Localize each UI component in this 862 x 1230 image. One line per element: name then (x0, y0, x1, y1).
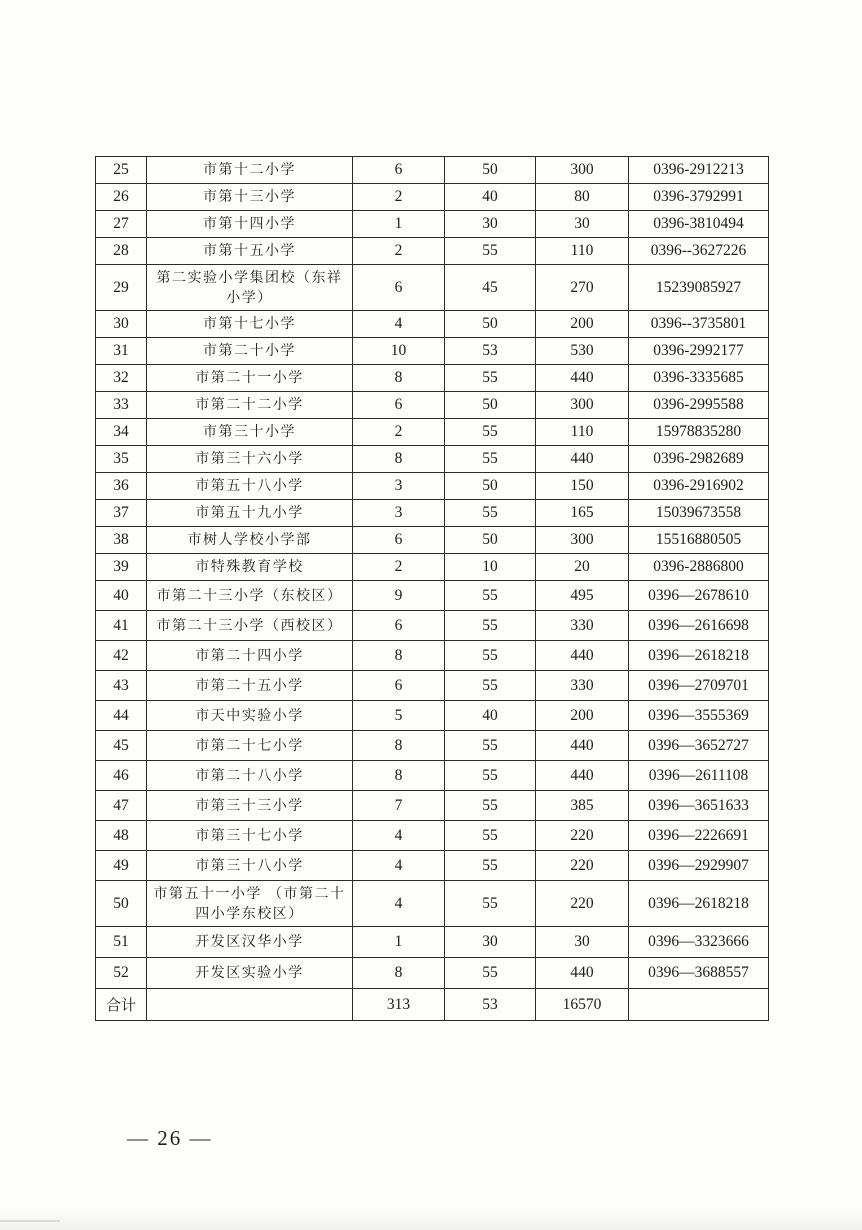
row-number: 30 (96, 311, 147, 338)
row-number: 47 (96, 791, 147, 821)
table-row (96, 701, 769, 731)
enrollment-total: 220 (536, 881, 629, 927)
contact-phone: 0396--3735801 (629, 311, 769, 338)
contact-phone: 15516880505 (629, 527, 769, 554)
class-count: 6 (353, 611, 445, 641)
table-row (96, 419, 769, 446)
table-row (96, 927, 769, 958)
contact-phone: 0396—2618218 (629, 641, 769, 671)
enrollment-total: 200 (536, 311, 629, 338)
scan-mark (0, 1220, 60, 1222)
enrollment-total: 220 (536, 851, 629, 881)
class-size: 30 (445, 927, 536, 958)
class-count: 5 (353, 701, 445, 731)
class-count: 4 (353, 311, 445, 338)
class-count: 6 (353, 392, 445, 419)
table-row (96, 311, 769, 338)
school-name: 市第二十三小学（西校区） (147, 611, 353, 641)
contact-phone: 0396—2709701 (629, 671, 769, 701)
table-row (96, 211, 769, 238)
school-name: 市第十三小学 (147, 184, 353, 211)
school-name: 市第二十一小学 (147, 365, 353, 392)
school-name: 市第十四小学 (147, 211, 353, 238)
school-name: 市第三十三小学 (147, 791, 353, 821)
enrollment-total: 30 (536, 211, 629, 238)
contact-phone: 0396—3652727 (629, 731, 769, 761)
table-row (96, 881, 769, 927)
class-count: 9 (353, 581, 445, 611)
class-size: 55 (445, 791, 536, 821)
class-size: 55 (445, 641, 536, 671)
table-row (96, 500, 769, 527)
class-size: 50 (445, 527, 536, 554)
contact-phone: 0396-2916902 (629, 473, 769, 500)
class-size: 55 (445, 958, 536, 989)
row-number: 43 (96, 671, 147, 701)
school-name: 市第二十五小学 (147, 671, 353, 701)
row-number: 26 (96, 184, 147, 211)
enrollment-total: 300 (536, 157, 629, 184)
school-name: 开发区实验小学 (147, 958, 353, 989)
row-number: 36 (96, 473, 147, 500)
summary-name (147, 989, 353, 1021)
table-row (96, 761, 769, 791)
row-number: 52 (96, 958, 147, 989)
contact-phone: 0396—2616698 (629, 611, 769, 641)
enrollment-total: 330 (536, 671, 629, 701)
contact-phone: 0396-2886800 (629, 554, 769, 581)
class-size: 50 (445, 311, 536, 338)
row-number: 46 (96, 761, 147, 791)
row-number: 48 (96, 821, 147, 851)
contact-phone: 0396-2912213 (629, 157, 769, 184)
class-count: 4 (353, 881, 445, 927)
class-count: 1 (353, 927, 445, 958)
row-number: 35 (96, 446, 147, 473)
page-bottom-edge (0, 1206, 862, 1230)
row-number: 33 (96, 392, 147, 419)
enrollment-total: 220 (536, 821, 629, 851)
class-size: 40 (445, 701, 536, 731)
row-number: 32 (96, 365, 147, 392)
class-size: 50 (445, 473, 536, 500)
class-count: 10 (353, 338, 445, 365)
school-name: 市第十二小学 (147, 157, 353, 184)
class-count: 6 (353, 671, 445, 701)
summary-phone (629, 989, 769, 1021)
table-row (96, 791, 769, 821)
enrollment-total: 330 (536, 611, 629, 641)
class-count: 2 (353, 419, 445, 446)
table-row (96, 611, 769, 641)
row-number: 41 (96, 611, 147, 641)
enrollment-total: 200 (536, 701, 629, 731)
contact-phone: 0396—3651633 (629, 791, 769, 821)
school-name: 市第二十四小学 (147, 641, 353, 671)
school-name: 市第五十九小学 (147, 500, 353, 527)
school-name: 市特殊教育学校 (147, 554, 353, 581)
summary-label: 合计 (96, 989, 147, 1021)
class-count: 8 (353, 731, 445, 761)
row-number: 37 (96, 500, 147, 527)
class-count: 8 (353, 365, 445, 392)
summary-total: 16570 (536, 989, 629, 1021)
school-name: 开发区汉华小学 (147, 927, 353, 958)
table-row (96, 581, 769, 611)
contact-phone: 0396-2995588 (629, 392, 769, 419)
enrollment-total: 270 (536, 265, 629, 311)
contact-phone: 0396—2678610 (629, 581, 769, 611)
row-number: 25 (96, 157, 147, 184)
enrollment-total: 440 (536, 446, 629, 473)
contact-phone: 0396-3792991 (629, 184, 769, 211)
class-size: 55 (445, 611, 536, 641)
school-name: 第二实验小学集团校（东祥小学） (147, 265, 353, 311)
row-number: 44 (96, 701, 147, 731)
class-size: 50 (445, 157, 536, 184)
class-count: 8 (353, 641, 445, 671)
row-number: 50 (96, 881, 147, 927)
class-size: 55 (445, 500, 536, 527)
contact-phone: 0396-3810494 (629, 211, 769, 238)
table-row (96, 821, 769, 851)
school-name: 市第五十一小学 （市第二十四小学东校区） (147, 881, 353, 927)
row-number: 49 (96, 851, 147, 881)
class-count: 6 (353, 265, 445, 311)
class-count: 2 (353, 238, 445, 265)
class-count: 6 (353, 157, 445, 184)
contact-phone: 0396—2226691 (629, 821, 769, 851)
table-row (96, 527, 769, 554)
table-row (96, 473, 769, 500)
enrollment-total: 300 (536, 392, 629, 419)
row-number: 45 (96, 731, 147, 761)
class-size: 55 (445, 671, 536, 701)
class-size: 45 (445, 265, 536, 311)
contact-phone: 0396--3627226 (629, 238, 769, 265)
row-number: 31 (96, 338, 147, 365)
enrollment-total: 110 (536, 238, 629, 265)
class-size: 10 (445, 554, 536, 581)
table-row (96, 731, 769, 761)
contact-phone: 0396—3688557 (629, 958, 769, 989)
enrollment-total: 80 (536, 184, 629, 211)
class-size: 55 (445, 731, 536, 761)
row-number: 40 (96, 581, 147, 611)
enrollment-total: 30 (536, 927, 629, 958)
school-name: 市第十七小学 (147, 311, 353, 338)
class-size: 55 (445, 238, 536, 265)
class-count: 8 (353, 958, 445, 989)
table-row (96, 184, 769, 211)
contact-phone: 0396-3335685 (629, 365, 769, 392)
page-number: — 26 — (127, 1126, 213, 1150)
table-row (96, 365, 769, 392)
enrollment-total: 440 (536, 761, 629, 791)
table-row (96, 392, 769, 419)
table-row (96, 265, 769, 311)
contact-phone: 0396—3555369 (629, 701, 769, 731)
table-row (96, 958, 769, 989)
school-name: 市天中实验小学 (147, 701, 353, 731)
enrollment-total: 150 (536, 473, 629, 500)
table-row (96, 157, 769, 184)
enrollment-total: 440 (536, 641, 629, 671)
class-size: 55 (445, 365, 536, 392)
class-count: 8 (353, 761, 445, 791)
class-size: 55 (445, 851, 536, 881)
table-row (96, 446, 769, 473)
table-body (96, 157, 769, 1021)
table-row (96, 238, 769, 265)
class-count: 4 (353, 851, 445, 881)
table-row (96, 338, 769, 365)
school-name: 市第十五小学 (147, 238, 353, 265)
school-name: 市第二十小学 (147, 338, 353, 365)
class-size: 55 (445, 881, 536, 927)
row-number: 42 (96, 641, 147, 671)
enrollment-total: 440 (536, 365, 629, 392)
contact-phone: 0396—3323666 (629, 927, 769, 958)
enrollment-total: 165 (536, 500, 629, 527)
school-name: 市第三十八小学 (147, 851, 353, 881)
summary-classes: 313 (353, 989, 445, 1021)
class-size: 55 (445, 446, 536, 473)
school-name: 市第五十八小学 (147, 473, 353, 500)
row-number: 51 (96, 927, 147, 958)
class-count: 3 (353, 473, 445, 500)
table-row (96, 671, 769, 701)
class-count: 8 (353, 446, 445, 473)
class-count: 3 (353, 500, 445, 527)
school-name: 市第二十八小学 (147, 761, 353, 791)
contact-phone: 0396—2929907 (629, 851, 769, 881)
summary-row (96, 989, 769, 1021)
class-count: 2 (353, 554, 445, 581)
row-number: 34 (96, 419, 147, 446)
school-name: 市第三十七小学 (147, 821, 353, 851)
class-count: 2 (353, 184, 445, 211)
class-count: 7 (353, 791, 445, 821)
school-name: 市第三十小学 (147, 419, 353, 446)
contact-phone: 0396—2618218 (629, 881, 769, 927)
class-size: 55 (445, 581, 536, 611)
class-size: 50 (445, 392, 536, 419)
enrollment-total: 110 (536, 419, 629, 446)
contact-phone: 15978835280 (629, 419, 769, 446)
enrollment-total: 300 (536, 527, 629, 554)
school-name: 市第二十二小学 (147, 392, 353, 419)
class-count: 4 (353, 821, 445, 851)
school-name: 市第三十六小学 (147, 446, 353, 473)
enrollment-total: 440 (536, 958, 629, 989)
row-number: 28 (96, 238, 147, 265)
row-number: 29 (96, 265, 147, 311)
enrollment-total: 495 (536, 581, 629, 611)
school-name: 市第二十三小学（东校区） (147, 581, 353, 611)
class-size: 40 (445, 184, 536, 211)
table-row (96, 851, 769, 881)
contact-phone: 0396-2982689 (629, 446, 769, 473)
class-size: 30 (445, 211, 536, 238)
table-row (96, 641, 769, 671)
enrollment-total: 385 (536, 791, 629, 821)
class-size: 55 (445, 761, 536, 791)
row-number: 38 (96, 527, 147, 554)
enrollment-table (95, 156, 769, 1021)
class-size: 53 (445, 338, 536, 365)
class-count: 1 (353, 211, 445, 238)
row-number: 27 (96, 211, 147, 238)
school-name: 市树人学校小学部 (147, 527, 353, 554)
class-size: 55 (445, 419, 536, 446)
school-name: 市第二十七小学 (147, 731, 353, 761)
summary-size: 53 (445, 989, 536, 1021)
row-number: 39 (96, 554, 147, 581)
contact-phone: 0396—2611108 (629, 761, 769, 791)
class-size: 55 (445, 821, 536, 851)
table-row (96, 554, 769, 581)
contact-phone: 15239085927 (629, 265, 769, 311)
contact-phone: 15039673558 (629, 500, 769, 527)
class-count: 6 (353, 527, 445, 554)
contact-phone: 0396-2992177 (629, 338, 769, 365)
enrollment-total: 530 (536, 338, 629, 365)
enrollment-total: 440 (536, 731, 629, 761)
enrollment-total: 20 (536, 554, 629, 581)
